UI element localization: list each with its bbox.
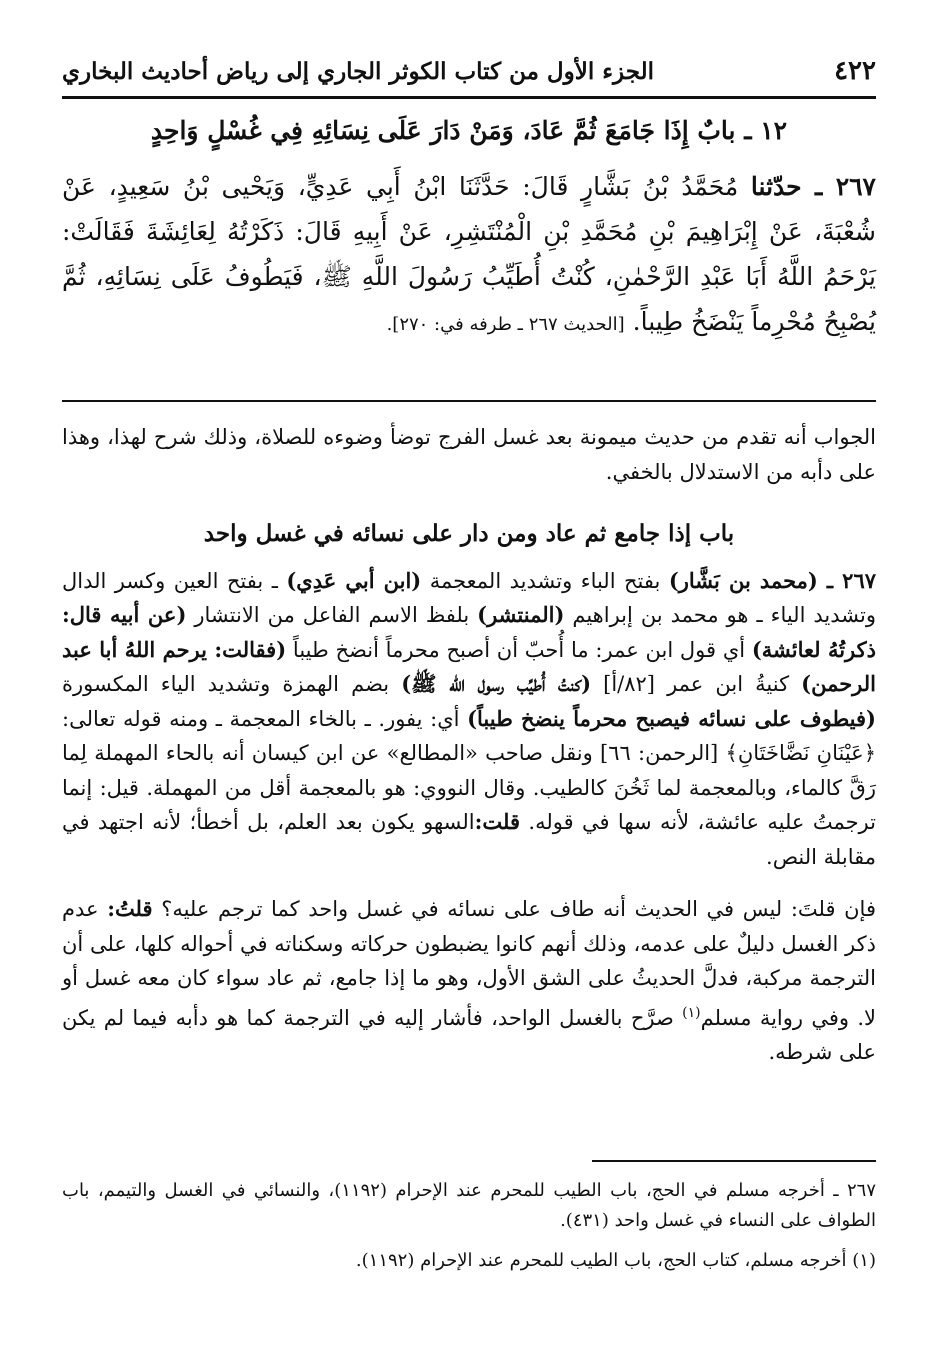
commentary-paragraph-1 bbox=[62, 564, 876, 875]
header-rule bbox=[62, 96, 876, 99]
commentary-heading: باب إذا جامع ثم عاد ومن دار على نسائه في غسل واحد bbox=[203, 520, 735, 547]
footnote-rule bbox=[592, 1160, 876, 1162]
footnote-hadith-267: ٢٦٧ ـ أخرجه مسلم في الحج، باب الطيب للمحرم عند الإحرام (١١٩٢)، والنسائي في الغسل والتيمم، باب الطواف على النساء في غسل واحد (٤٣١). bbox=[62, 1180, 876, 1231]
bold-phrase: (فقالت: يرحم اللهُ أبا عبد الرحمن) bbox=[62, 636, 877, 696]
text-run: السهو يكون بعد العلم، بل أخطأ؛ لأنه اجتهد في مقابلة النص. bbox=[62, 810, 876, 869]
text-run: بلفظ الاسم الفاعل من الانتشار bbox=[186, 603, 478, 627]
hadith-reference: [الحديث ٢٦٧ ـ طرفه في: ٢٧٠]. bbox=[386, 314, 625, 335]
hadith-number: ٢٦٧ ـ حدّثنا bbox=[750, 172, 876, 201]
hadith-block bbox=[62, 110, 876, 347]
page-number: ٤٢٢ bbox=[834, 56, 876, 86]
hadith-text bbox=[62, 164, 876, 347]
text-run: بفتح الباء وتشديد المعجمة bbox=[421, 568, 669, 593]
bold-phrase: (كنتُ أُطيِّب رسول الله ﷺ) bbox=[401, 671, 592, 696]
text-run: بضم الهمزة وتشديد الياء المكسورة bbox=[62, 672, 402, 696]
bold-phrase: قلتُ: bbox=[107, 896, 153, 921]
commentary-paragraph-2 bbox=[62, 892, 876, 1070]
bold-phrase: (فيطوف على نسائه فيصبح محرماً ينضخ طيباً) bbox=[467, 705, 876, 731]
text-run: عدم ذكر الغسل دليلٌ على عدمه، وذلك أنهم كانوا يضبطون حركاته وسكناته في أحواله كلها، على أن الترجمة مركبة، فدلَّ الحديثُ على الشق الأول، وهو ما إذا جامع، ثم عاد سواء كان معه غسل أو لا. وفي رواية مسلم bbox=[62, 897, 877, 1030]
commentary-intro: الجواب أنه تقدم من حديث ميمونة بعد غسل الفرج توضأ وضوءه للصلاة، وذلك شرح لهذا، وهذا على دأبه من الاستدلال بالخفي. bbox=[62, 425, 876, 484]
text-run: صرَّح بالغسل الواحد، فأشار إليه في الترجمة كما هو دأبه فيما لم يكن على شرطه. bbox=[62, 1005, 876, 1064]
bold-phrase: (عن أبيه قال: ذكرتُهُ لعائشة) bbox=[62, 602, 876, 662]
footnotes bbox=[62, 1176, 876, 1286]
running-title: الجزء الأول من كتاب الكوثر الجاري إلى رياض أحاديث البخاري bbox=[62, 57, 654, 85]
text-run: ـ بفتح العين وكسر الدال وتشديد الياء ـ هو محمد بن إبراهيم bbox=[62, 568, 876, 627]
bold-phrase: (المنتشر) bbox=[477, 602, 565, 627]
paragraph-gap bbox=[62, 874, 876, 892]
chapter-heading: ١٢ ـ بابٌ إِذَا جَامَعَ ثُمَّ عَادَ، وَمَنْ دَارَ عَلَى نِسَائِهِ فِي غُسْلٍ وَاحِدٍ bbox=[150, 116, 788, 145]
bold-phrase: قلت: bbox=[474, 809, 521, 834]
bold-phrase: (ابن أبي عَدِي) bbox=[286, 567, 422, 593]
footnote-marker[interactable]: (١) bbox=[682, 1004, 701, 1021]
text-run: أي قول ابن عمر: ما أُحبّ أن أصبح محرماً أنضخ طيباً bbox=[286, 637, 752, 662]
footnote-1: (١) أخرجه مسلم، كتاب الحج، باب الطيب للمحرم عند الإحرام (١١٩٢). bbox=[355, 1250, 876, 1271]
page-header bbox=[62, 48, 876, 94]
commentary bbox=[62, 420, 876, 1070]
section-divider bbox=[62, 400, 876, 402]
bold-phrase: ٢٦٧ ـ (محمد بن بَشَّار) bbox=[668, 567, 877, 593]
text-run: كنيةُ ابن عمر [٨٢/أ] bbox=[591, 672, 802, 696]
hadith-body: مُحَمَّدُ بْنُ بَشَّارٍ قَالَ: حَدَّثَنَا ابْنُ أَبِي عَدِيٍّ، وَيَحْيى بْنُ سَعِيدٍ، عَنْ شُعْبَةَ، عَنْ إِبْرَاهِيمَ بْنِ مُحَمَّدِ بْنِ الْمُنْتَشِرِ، عَنْ أَبِيهِ قَالَ: ذَكَرْتُهُ لِعَائِشَةَ فَقَالَتْ: يَرْحَمُ اللَّهُ أَبَا عَبْدِ الرَّحْمٰنِ، كُنْتُ أُطَيِّبُ رَسُولَ اللَّهِ ﷺ، فَيَطُوفُ عَلَى نِسَائِهِ، ثُمَّ يُصْبِحُ مُحْرِماً يَنْضَخُ طِيباً. bbox=[62, 172, 876, 336]
text-run: فإن قلتَ: ليس في الحديث أنه طاف على نسائه في غسل واحد كما ترجم عليه؟ bbox=[152, 897, 876, 921]
text-run: أي: يفور. ـ بالخاء المعجمة ـ ومنه قوله تعالى: ﴿عَيْنَانِ نَضَّاخَتَانِ﴾ [الرحمن: ٦٦] ونقل صاحب «المطالع» عن ابن كيسان أنه بالحاء المهملة لِما رَقَّ كالماء، وبالمعجمة لما ثَخُنَ كالطيب. وقال النووي: هو بالمعجمة أقل من المهملة. قيل: إنما ترجمتُ عليه عائشة، لأنه سها في قوله. bbox=[62, 706, 876, 834]
